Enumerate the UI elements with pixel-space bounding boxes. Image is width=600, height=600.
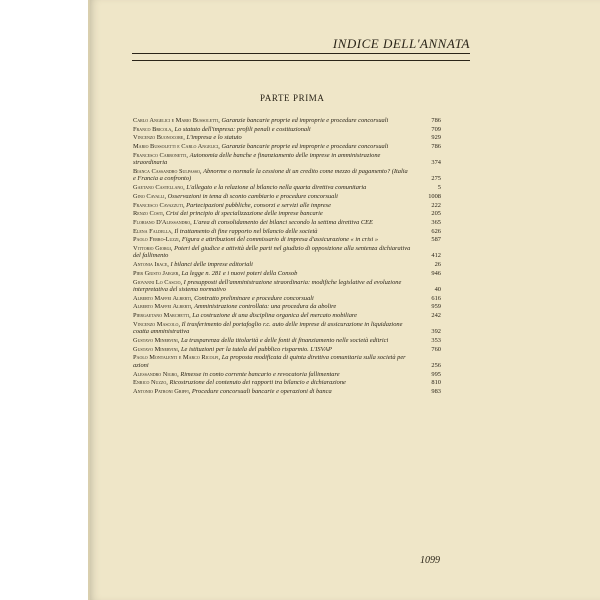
index-entry (133, 270, 441, 278)
index-entry (133, 379, 441, 387)
section-title: PARTE PRIMA (260, 93, 325, 103)
entry-page-number: 26 (434, 261, 441, 269)
index-entry (133, 371, 441, 379)
header-rule (132, 53, 470, 54)
entry-title: La trasparenza della titolarità e delle fonti di finanziamento nelle società editrici (180, 336, 389, 344)
entry-title: Poteri del giudice e attività delle parti nel giudizio di opposizione alla sentenza dichiarativa del fallimento (133, 244, 411, 260)
entry-page-number: 995 (431, 370, 441, 378)
entry-title: Rimesse in conto corrente bancario e revocatoria fallimentare (180, 370, 340, 378)
index-entry (133, 184, 441, 192)
entry-title: Partecipazioni pubbliche, consorzi e servizi alle imprese (186, 201, 331, 209)
entry-author: Antonio Patroni Griffi, (133, 387, 191, 395)
header-rule (132, 60, 470, 61)
entry-author: Paolo Ferro-Luzzi, (133, 236, 181, 244)
entry-title: La legge n. 281 e i nuovi poteri della Consob (181, 269, 298, 277)
entry-author: Bianca Cassandro Sulpasso, (133, 167, 202, 175)
index-entry (133, 168, 441, 183)
index-entry (133, 295, 441, 303)
entry-title: Procedure concorsuali bancarie e operazioni di banca (191, 387, 332, 395)
entry-author: Piergaetano Marchetti, (133, 312, 191, 320)
entry-page-number: 222 (431, 201, 441, 209)
entry-title: Il trattamento di fine rapporto nel bilancio delle società (174, 227, 318, 235)
entry-author: Vittorio Giorgi, (133, 244, 173, 252)
entry-page-number: 616 (431, 294, 441, 302)
entry-author: Alberto Maffei Alberti, (133, 294, 193, 302)
index-entry (133, 303, 441, 311)
index-entry (133, 312, 441, 320)
entry-title: Amministrazione controllata: una procedura da abolire (194, 303, 337, 311)
entry-page-number: 946 (431, 269, 441, 277)
entry-page-number: 786 (431, 143, 441, 151)
entry-author: Renzo Costi, (133, 210, 165, 218)
entry-page-number: 709 (431, 125, 441, 133)
entry-page-number: 587 (431, 236, 441, 244)
entry-author: Floriano D'Alessandro, (133, 218, 192, 226)
entry-title: I presupposti dell'amministrazione straordinaria: modifiche legislative ed evoluzione interpretativa del sistema normativo (133, 278, 402, 293)
entry-author: Gaetano Castellano, (133, 184, 185, 192)
entry-author: Giovanni Lo Cascio, (133, 278, 183, 286)
entry-title: Garanzie bancarie proprie ed improprie e procedure concorsuali (221, 117, 389, 124)
index-entry (133, 354, 441, 369)
entry-title: L'impresa e lo statuto (186, 134, 242, 142)
index-entry (133, 202, 441, 210)
entry-page-number: 412 (431, 252, 441, 260)
index-entry (133, 346, 441, 354)
entry-page-number: 275 (431, 175, 441, 183)
entry-author: Francesco Carbonetti, (133, 151, 189, 159)
entry-title: Il trasferimento del portafoglio r.c. auto delle imprese di assicurazione in liquidazione coatta amministrativa (133, 320, 403, 336)
entry-title: Autonomia delle banche e finanziamento delle imprese in amministrazione straordinaria (133, 151, 381, 167)
entry-page-number: 256 (431, 361, 441, 369)
entry-title: Le istituzioni per la tutela del pubblico risparmio. L'ISVAP (180, 345, 332, 353)
index-entry (133, 321, 441, 336)
entry-author: Elena Faldella, (133, 227, 173, 235)
entry-page-number: 959 (431, 303, 441, 311)
entry-page-number: 810 (431, 379, 441, 387)
entry-page-number: 929 (431, 134, 441, 142)
entry-author: Mario Bussoletti e Carlo Angelici, (133, 143, 220, 151)
index-entry (133, 228, 441, 236)
index-entry (133, 143, 441, 151)
page-number: 1099 (420, 555, 440, 566)
entry-page-number: 205 (431, 210, 441, 218)
entry-title: Osservazioni in tema di sconto cambiario e procedure concorsuali (167, 192, 338, 200)
entry-author: Paolo Montalenti e Marco Ricolfi, (133, 354, 221, 362)
entry-title: La costruzione di una disciplina organica del mercato mobiliare (192, 312, 358, 320)
index-entry (133, 261, 441, 269)
entry-author: Vincenzo Buonocore, (133, 134, 185, 142)
index-entry (133, 236, 441, 244)
entry-page-number: 242 (431, 312, 441, 320)
entry-author: Gino Cavalli, (133, 192, 167, 200)
index-entry (133, 279, 441, 294)
index-entry (133, 388, 441, 396)
index-entry (133, 245, 441, 260)
entry-author: Enrico Nuzzo, (133, 379, 168, 387)
index-entry (133, 134, 441, 142)
entry-title: Figura e attribuzioni del commissario di impresa d'assicurazione « in crisi » (181, 236, 379, 244)
entry-author: Franco Bricola, (133, 125, 173, 133)
entry-page-number: 365 (431, 218, 441, 226)
entry-page-number: 5 (437, 184, 441, 192)
entry-title: L'area di consolidamento dei bilanci secondo la settima direttiva CEE (193, 218, 373, 226)
entry-title: Abnorme o normale la cessione di un credito come mezzo di pagamento? (Italia e Francia a confronto) (133, 167, 408, 183)
entry-title: Ricostruzione del contenuto dei rapporti tra bilancio e dichiarazione (169, 379, 346, 387)
index-entry (133, 193, 441, 201)
entry-author: Antonia Irace, (133, 261, 169, 269)
entry-author: Francesco Cavazzuti, (133, 201, 185, 209)
entry-page-number: 40 (434, 286, 441, 293)
page-header-title: INDICE DELL'ANNATA (332, 36, 470, 51)
index-entry (133, 219, 441, 227)
entry-author: Gustavo Minervini, (133, 345, 180, 353)
index-entries-list (133, 117, 441, 397)
entry-author: Alessandro Nigro, (133, 370, 179, 378)
entry-page-number: 760 (431, 345, 441, 353)
index-entry (133, 210, 441, 218)
entry-page-number: 786 (431, 117, 441, 124)
entry-author: Pier Giusto Jaeger, (133, 269, 180, 277)
entry-title: Crisi dei principio di specializzazione delle imprese bancarie (165, 210, 323, 218)
index-entry (133, 152, 441, 167)
entry-title: La proposta modificata di quinta direttiva comunitaria sulla società per azioni (133, 354, 406, 369)
entry-page-number: 374 (431, 159, 441, 167)
entry-page-number: 353 (431, 336, 441, 344)
entry-title: Garanzie bancarie proprie ed improprie e procedure concorsuali (221, 143, 389, 151)
entry-title: Contratto preliminare e procedure concorsuali (194, 294, 314, 302)
entry-title: Lo statuto dell'impresa: profili penali e costituzionali (174, 125, 311, 133)
entry-title: I bilanci delle imprese editoriali (170, 261, 253, 269)
entry-author: Carlo Angelici e Mario Bussoletti, (133, 117, 220, 124)
entry-page-number: 983 (431, 387, 441, 395)
entry-page-number: 626 (431, 227, 441, 235)
entry-author: Vincenzo Mascolo, (133, 320, 181, 328)
index-entry (133, 126, 441, 134)
entry-page-number: 1008 (428, 192, 441, 200)
entry-author: Gustavo Minervini, (133, 336, 180, 344)
entry-page-number: 392 (431, 328, 441, 336)
entry-title: L'allegato e la relazione al bilancio nella quarta direttiva comunitaria (186, 184, 367, 192)
index-entry (133, 117, 441, 125)
entry-author: Alberto Maffei Alberti, (133, 303, 193, 311)
index-entry (133, 337, 441, 345)
